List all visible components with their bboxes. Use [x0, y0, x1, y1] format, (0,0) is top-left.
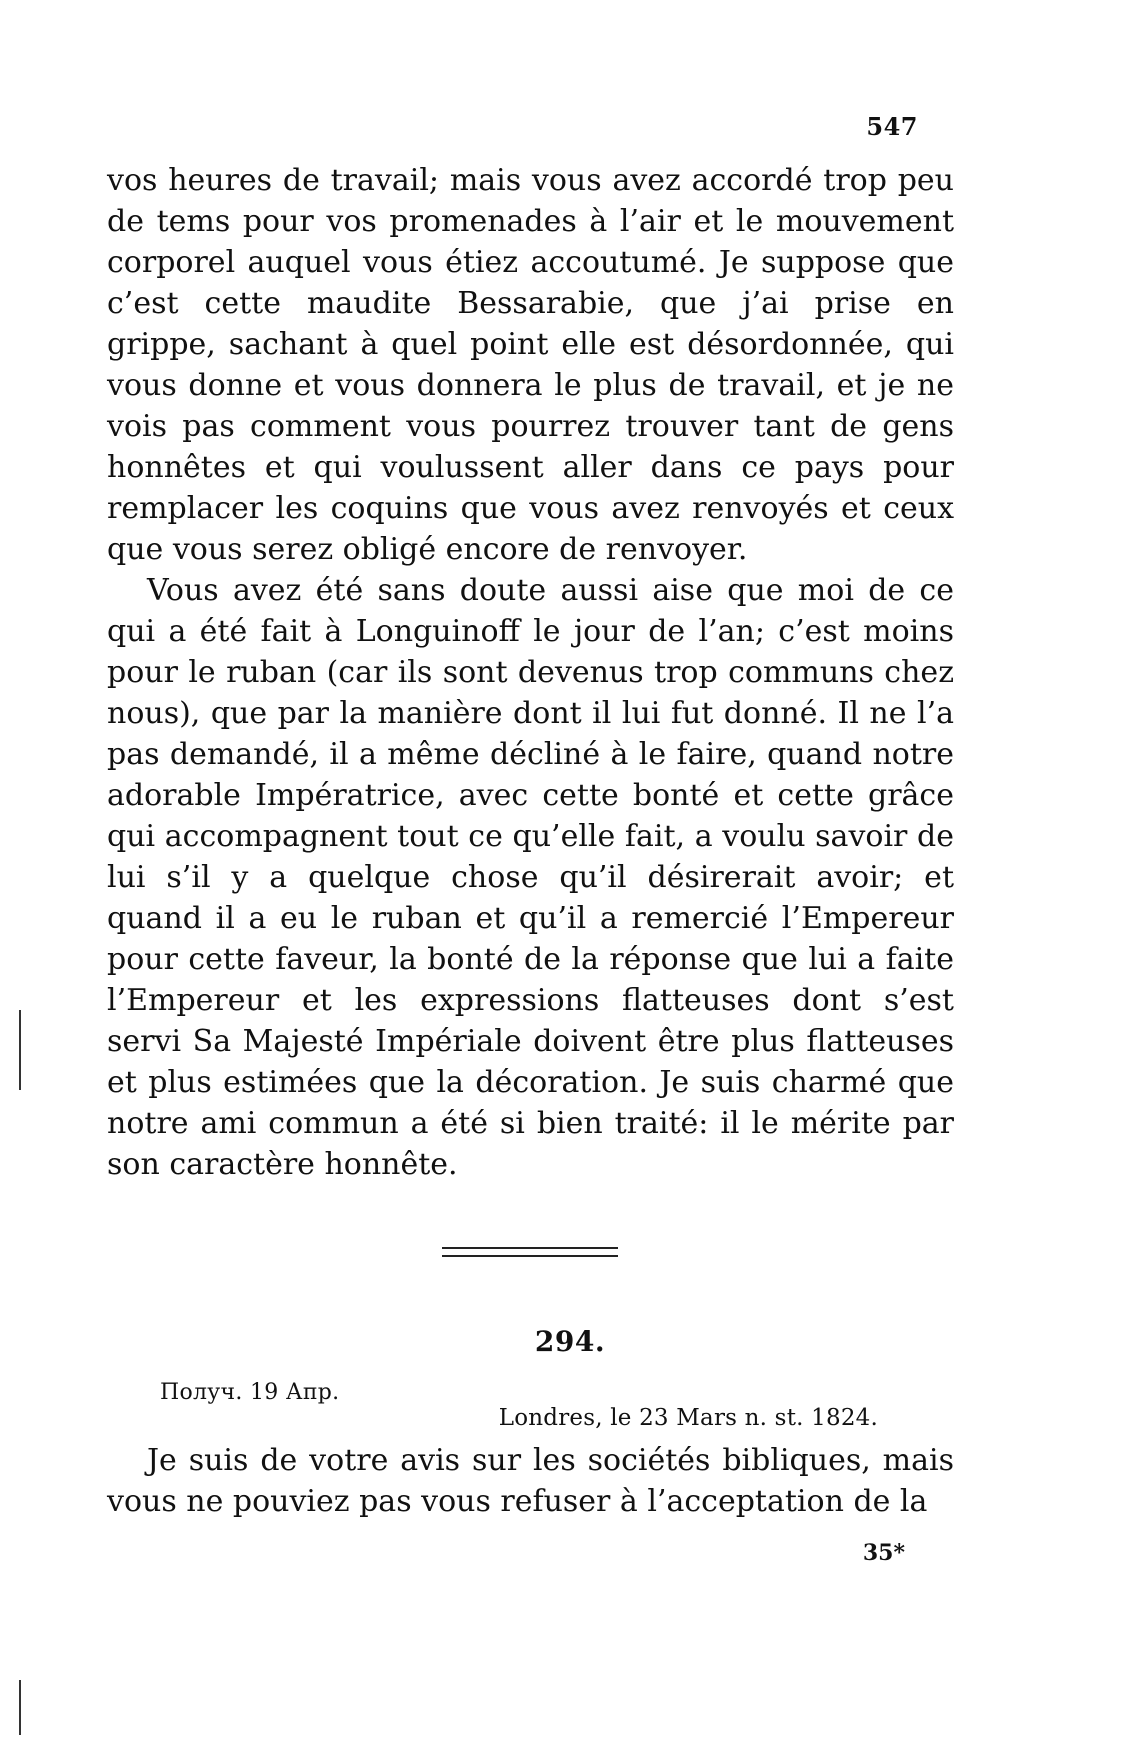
section-separator-top [442, 1247, 618, 1249]
left-margin-mark [19, 1680, 21, 1735]
received-note: Получ. 19 Апр. [160, 1380, 340, 1405]
signature-mark: 35* [862, 1540, 905, 1566]
paragraph-longuinoff: Vous avez été sans doute aussi aise que moi de ce qui a été fait à Longuinoff le jour de l’an; c’est moins pour le ruban (car ils sont devenus trop communs chez nous), que par la manière dont il lui fut donné. Il ne l’a pas demandé, il a même décliné à le faire, quand notre adorable Impératrice, avec cette bonté et cette grâce qui accompagnent tout ce qu’elle fait, a voulu savoir de lui s’il y a quelque chose qu’il désirerait avoir; et quand il a eu le ruban et qu’il a remercié l’Empereur pour cette faveur, la bonté de la réponse que lui a faite l’Empereur et les expressions flatteuses dont s’est servi Sa Majesté Impériale doivent être plus flatteuses et plus estimées que la décoration. Je suis charmé que notre ami commun a été si bien traité: il le mérite par son caractère honnête. [107, 573, 954, 1182]
letter-opening-paragraph: Je suis de votre avis sur les sociétés bibliques, mais vous ne pouviez pas vous refuser à l’acceptation de la [107, 1443, 954, 1519]
letter-number: 294. [534, 1325, 606, 1358]
section-separator-bottom [442, 1255, 618, 1257]
paragraph-continuation: vos heures de travail; mais vous avez accordé trop peu de tems pour vos promenades à l’air et le mouvement corporel auquel vous étiez accoutumé. Je suppose que c’est cette maudite Bessarabie, que j’ai prise en grippe, sachant à quel point elle est désordonnée, qui vous donne et vous donnera le plus de travail, et je ne vois pas comment vous pourrez trouver tant de gens honnêtes et qui voulussent aller dans ce pays pour remplacer les coquins que vous avez renvoyés et ceux que vous serez obligé encore de renvoyer. [107, 163, 954, 567]
left-margin-mark [19, 1010, 21, 1090]
page-number: 547 [866, 112, 918, 141]
letter-text [107, 1440, 954, 1522]
body-text [107, 160, 954, 1185]
place-date: Londres, le 23 Mars n. st. 1824. [498, 1405, 878, 1431]
